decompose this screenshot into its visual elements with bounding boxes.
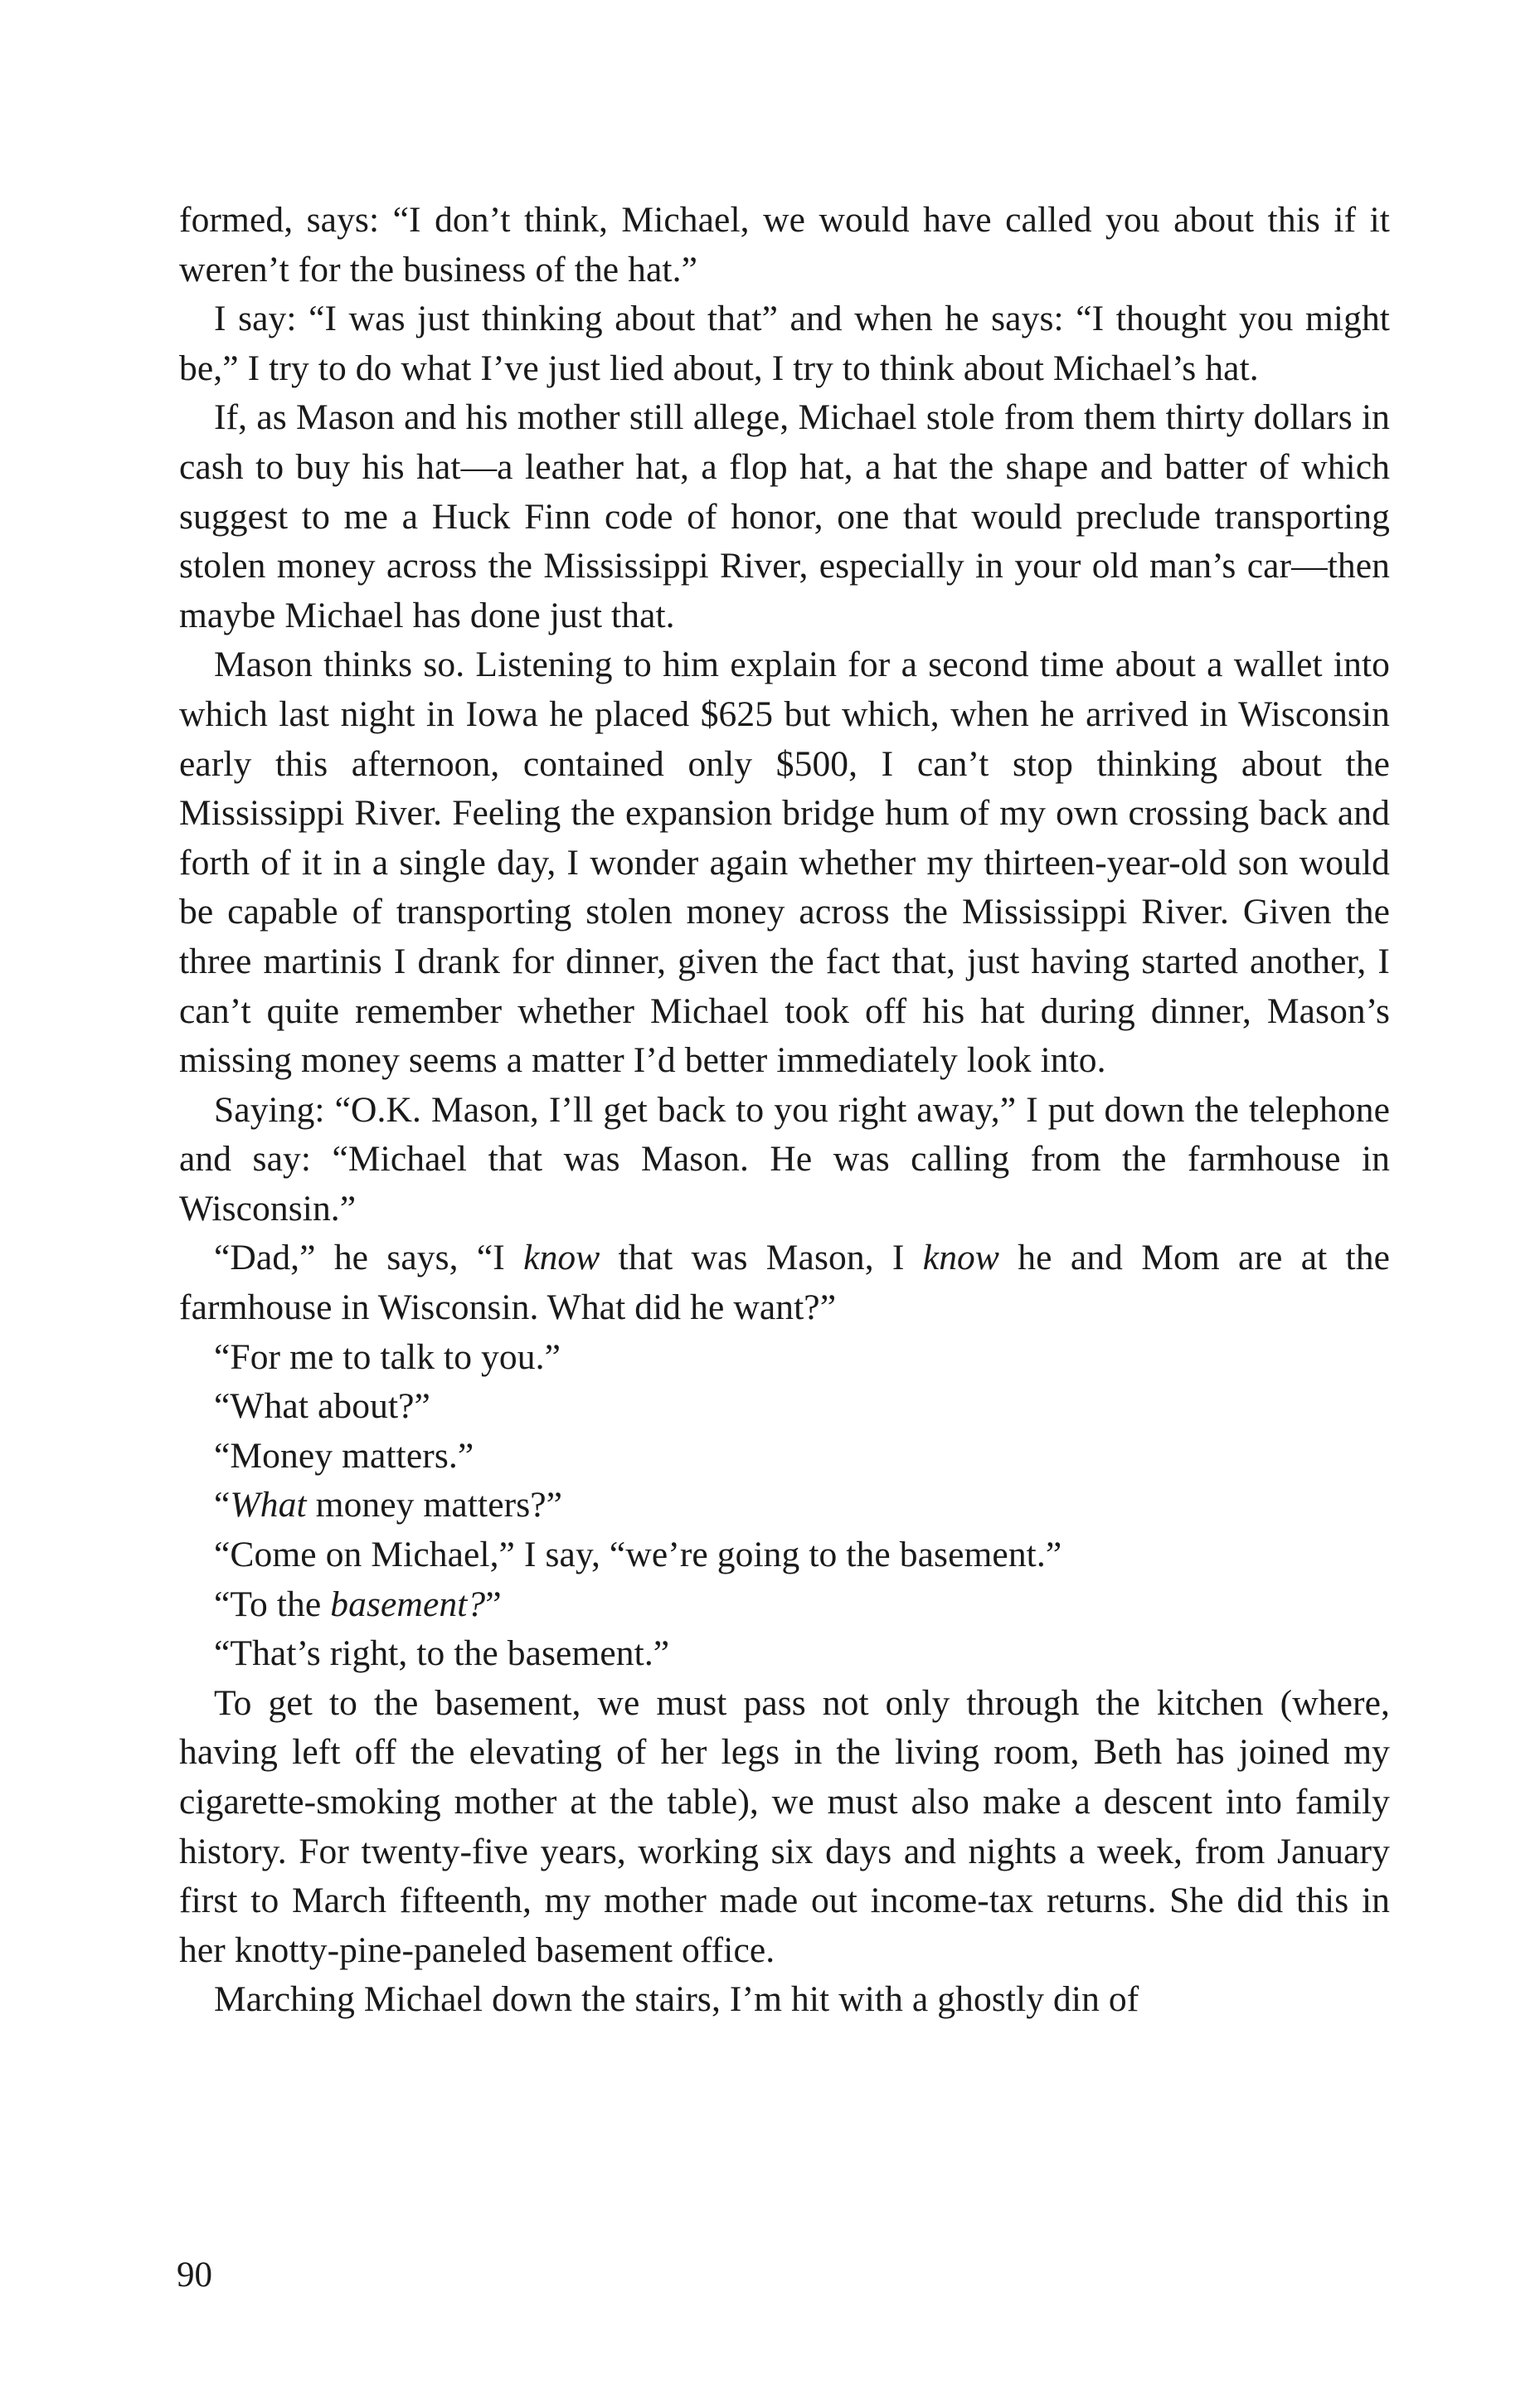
text-run: To get to the basement, we must pass not only through the kitchen (where, having left off the elevating of her legs in the living room, Beth has joined my cigarette-smoking mother at the table), we must also make a descent into family history. For twenty-five years, working six days and nights a week, from January first to March fifteenth, my mother made out income-tax returns. She did this in her knotty-pine-paneled basement office.: [179, 1682, 1390, 1970]
paragraph: [179, 1679, 1390, 1976]
paragraph: [179, 1382, 1390, 1432]
italic-text: know: [922, 1238, 1000, 1278]
text-run: “To the: [214, 1584, 331, 1624]
text-run: “Dad,” he says, “I: [214, 1238, 524, 1278]
paragraph: [179, 1530, 1390, 1580]
text-run: Marching Michael down the stairs, I’m hit with a ghostly din of: [214, 1979, 1139, 2020]
paragraph: [179, 393, 1390, 640]
text-run: “Money matters.”: [214, 1435, 474, 1476]
paragraph: [179, 1481, 1390, 1530]
paragraph: [179, 196, 1390, 294]
text-run: money matters?”: [306, 1485, 563, 1526]
paragraph: [179, 640, 1390, 1085]
text-run: Saying: “O.K. Mason, I’ll get back to you right away,” I put down the telephone and say: “Michael that was Mason. He was calling from the farmhouse in Wisconsin.”: [179, 1089, 1390, 1229]
text-run: formed, says: “I don’t think, Michael, we would have called you about this if it weren’t for the business of the hat.”: [179, 200, 1390, 290]
italic-text: know: [523, 1238, 600, 1278]
text-run: “Come on Michael,” I say, “we’re going to the basement.”: [214, 1535, 1062, 1575]
text-run: ”: [485, 1584, 502, 1624]
text-run: I say: “I was just thinking about that” and when he says: “I thought you might be,” I try to do what I’ve just lied about, I try to think about Michael’s hat.: [179, 299, 1390, 388]
text-run: that was Mason, I: [600, 1238, 923, 1278]
page-number: 90: [177, 2255, 212, 2294]
paragraph: [179, 294, 1390, 393]
paragraph: [179, 1432, 1390, 1482]
text-run: he and Mom are at the farmhouse in Wisconsin. What did he want?”: [179, 1238, 1390, 1328]
italic-text: basement?: [330, 1584, 486, 1624]
text-run: “For me to talk to you.”: [214, 1336, 561, 1377]
paragraph: [179, 1086, 1390, 1234]
italic-text: What: [230, 1485, 307, 1526]
text-run: “: [214, 1485, 231, 1526]
paragraph: [179, 1333, 1390, 1383]
text-run: If, as Mason and his mother still allege, Michael stole from them thirty dollars in cash to buy his hat—a leather hat, a flop hat, a hat the shape and batter of which suggest to me a Huck Finn code of honor, one that would preclude transporting stolen money across the Mississippi River, especially in your old man’s car—then maybe Michael has done just that.: [179, 397, 1390, 635]
text-run: Mason thinks so. Listening to him explain for a second time about a wallet into which last night in Iowa he placed $625 but which, when he arrived in Wisconsin early this afternoon, contained only $500, I can’t stop thinking about the Mississippi River. Feeling the expansion bridge hum of my own crossing back and forth of it in a single day, I wonder again whether my thirteen-year-old son would be capable of transporting stolen money across the Mississippi River. Given the three martinis I drank for dinner, given the fact that, just having started another, I can’t quite remember whether Michael took off his hat during dinner, Mason’s missing money seems a matter I’d better immediately look into.: [179, 645, 1390, 1081]
body-text: [179, 196, 1390, 2025]
paragraph: [179, 1629, 1390, 1679]
paragraph: [179, 1580, 1390, 1630]
paragraph: [179, 1234, 1390, 1332]
text-run: “What about?”: [214, 1386, 430, 1427]
paragraph: [179, 1975, 1390, 2025]
text-run: “That’s right, to the basement.”: [214, 1633, 670, 1674]
